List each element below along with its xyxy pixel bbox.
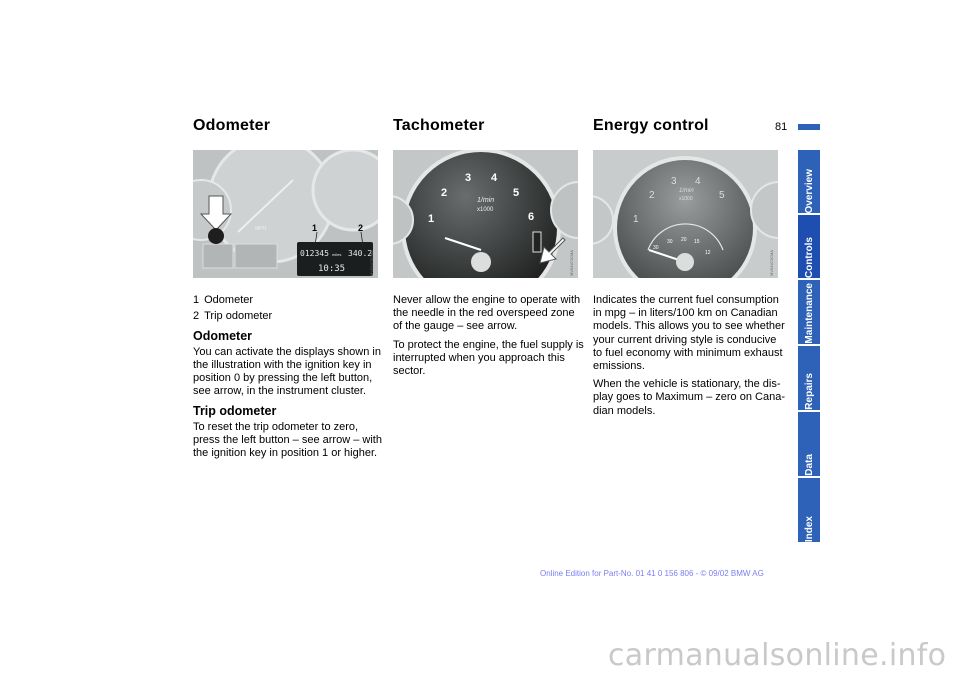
svg-text:20: 20: [681, 237, 687, 243]
tab-data[interactable]: Data: [798, 412, 820, 476]
tachometer-column-text: [393, 294, 585, 383]
svg-text:5: 5: [719, 190, 725, 201]
svg-text:3: 3: [671, 176, 677, 187]
odometer-heading: Odometer: [193, 117, 271, 134]
odometer-subheading: Odometer: [193, 329, 253, 344]
svg-text:30: 30: [667, 239, 673, 245]
tachometer-figure: [393, 150, 578, 278]
tab-repairs[interactable]: Repairs: [798, 346, 820, 410]
display-clock: 10:35: [318, 264, 346, 274]
callout-2: 2: [358, 223, 364, 233]
list-item: 1 Odometer: [193, 294, 254, 306]
svg-text:4: 4: [491, 172, 498, 184]
trip-odometer-subheading: Trip odometer: [193, 404, 277, 419]
energy-paragraph-1: Indicates the current fuel consumption in mpg – in liters/100 km on Canadian models. This allows you to see whether your current driving style is conducive to fuel economy with minimum exhaust emissions.: [593, 294, 785, 373]
page-number: 81: [775, 121, 788, 133]
display-unit: miles: [332, 252, 342, 257]
svg-text:4: 4: [695, 176, 701, 187]
mph-label: MPH: [255, 226, 267, 232]
odometer-column-text: [193, 294, 383, 465]
trip-odometer-paragraph: To reset the trip odometer to zero, press the left button – see arrow – with the ignition key in position 1 or higher.: [193, 420, 382, 460]
svg-text:6: 6: [528, 211, 535, 223]
svg-text:3: 3: [465, 172, 472, 184]
svg-text:1: 1: [428, 213, 435, 225]
energy-control-column-text: [593, 294, 785, 423]
fig-code: MV03470CMA: [369, 249, 374, 276]
svg-text:15: 15: [694, 239, 700, 245]
tach-mult-label: x1000: [477, 207, 494, 213]
list-item: 2 Trip odometer: [193, 310, 273, 323]
energy-paragraph-2: When the vehicle is stationary, the dis-play goes to Maximum – zero on Cana-dian models.: [593, 378, 785, 417]
fig-code: MV03471CMA: [569, 249, 574, 276]
display-total: 012345: [300, 249, 329, 258]
svg-text:12: 12: [705, 250, 711, 256]
tachometer-paragraph-1: Never allow the engine to operate with the needle in the red overspeed zone of the gauge – see arrow.: [393, 294, 581, 333]
odometer-figure: [193, 150, 378, 278]
svg-text:1: 1: [633, 214, 639, 225]
svg-text:30: 30: [653, 245, 659, 251]
tachometer-paragraph-2: To protect the engine, the fuel supply is interrupted when you approach this sector.: [393, 338, 584, 378]
svg-text:5: 5: [513, 187, 520, 199]
footer-edition-note: Online Edition for Part-No. 01 41 0 156 806 - © 09/02 BMW AG: [540, 569, 764, 578]
reset-button-icon: [208, 228, 224, 244]
tab-index[interactable]: Index: [798, 478, 820, 542]
page-marker: [798, 124, 820, 130]
watermark: carmanualsonline.info: [608, 638, 947, 673]
callout-1: 1: [312, 223, 318, 233]
svg-text:2: 2: [441, 187, 448, 199]
tachometer-heading: Tachometer: [393, 117, 485, 134]
tab-maintenance[interactable]: Maintenance: [798, 280, 820, 344]
odometer-paragraph: You can activate the displays shown in the illustration with the ignition key in position 0 by pressing the left button, see arrow, in the instrument cluster.: [193, 345, 381, 398]
tach-unit-label: 1/min: [477, 197, 495, 204]
eco-mult-label: x1000: [679, 196, 693, 202]
svg-text:2: 2: [649, 190, 655, 201]
energy-control-figure: [593, 150, 778, 278]
tab-overview[interactable]: Overview: [798, 150, 820, 213]
display-trip: 340.2: [348, 249, 373, 258]
energy-control-heading: Energy control: [593, 117, 709, 134]
fig-code: MV03472CMA: [769, 249, 774, 276]
tab-controls[interactable]: Controls: [798, 215, 820, 278]
eco-unit-label: 1/min: [679, 188, 694, 194]
